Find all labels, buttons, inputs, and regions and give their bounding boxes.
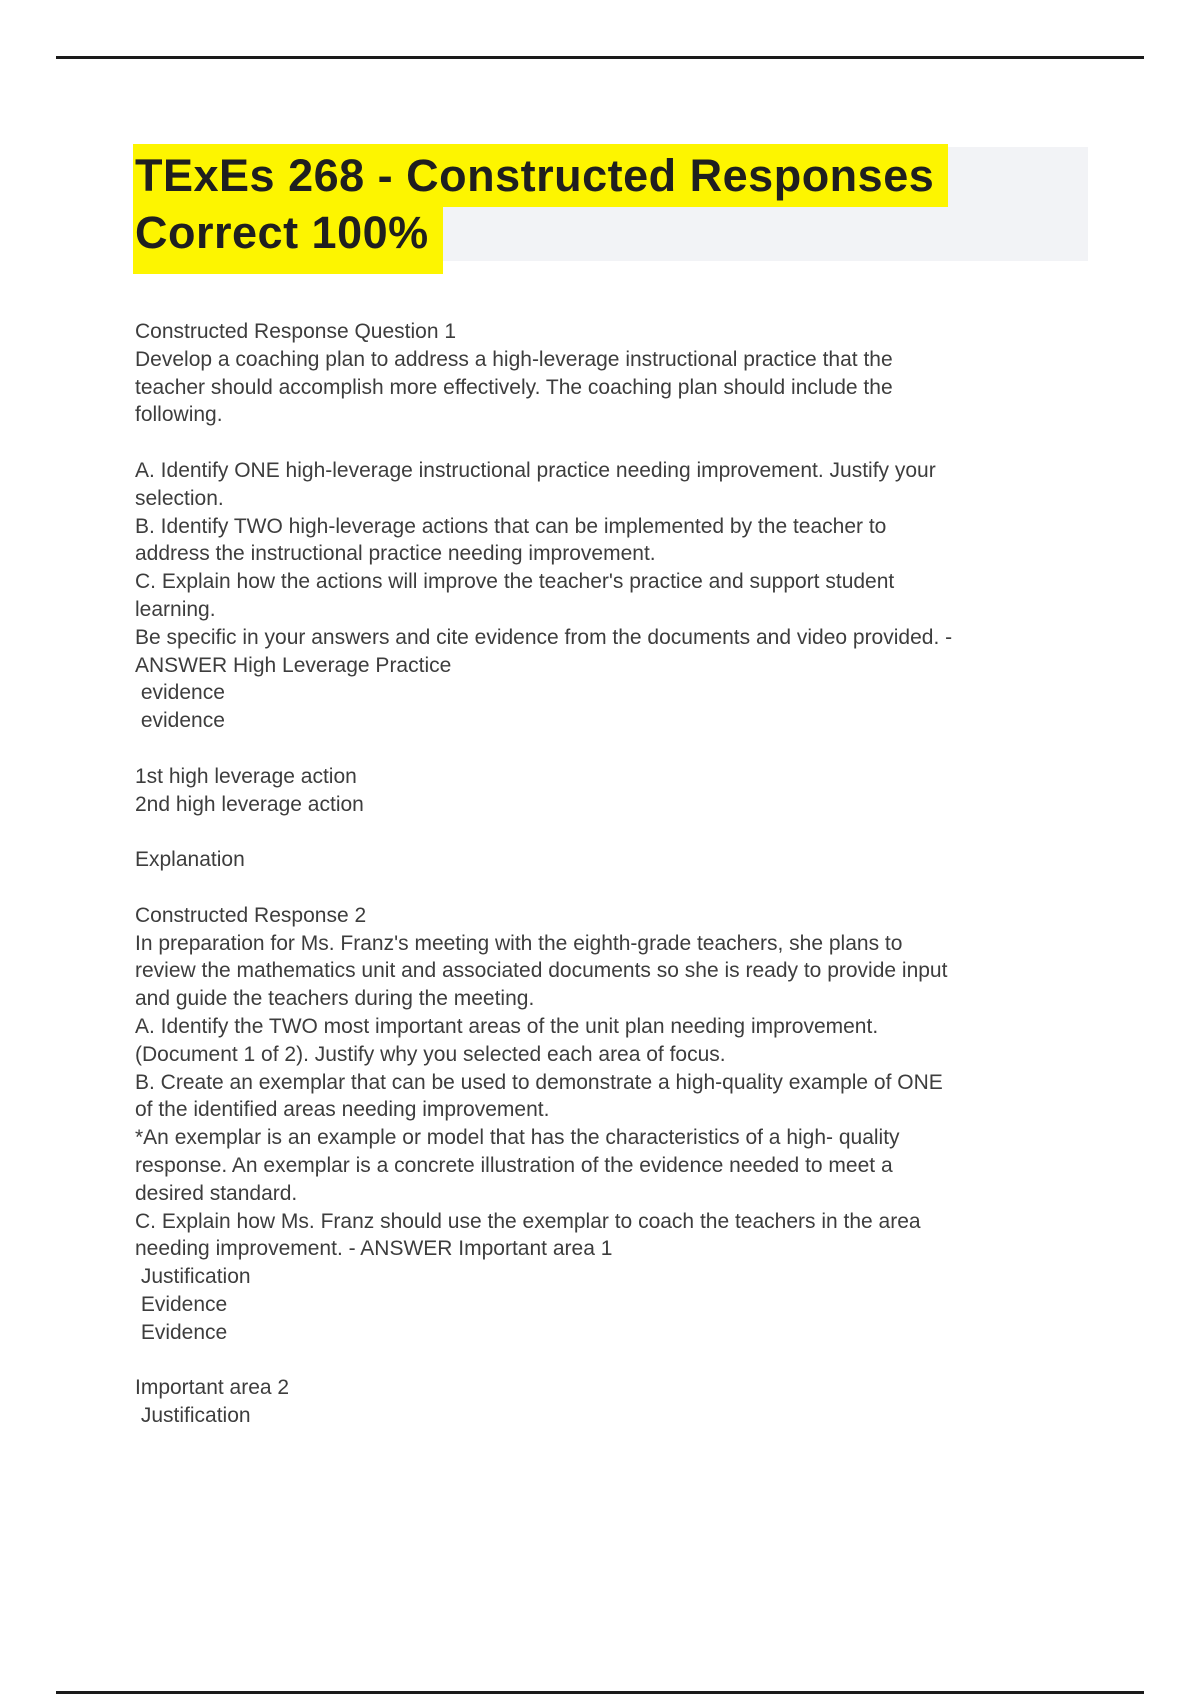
document-line: C. Explain how the actions will improve the teacher's practice and support student xyxy=(135,570,895,594)
document-line: *An exemplar is an example or model that has the characteristics of a high- quality xyxy=(135,1126,900,1150)
document-line xyxy=(135,818,1095,846)
document-line: desired standard. xyxy=(135,1181,298,1205)
document-line: A. Identify the TWO most important areas of the unit plan needing improvement. xyxy=(135,1014,879,1038)
document-line: Develop a coaching plan to address a high-leverage instructional practice that the xyxy=(135,347,893,371)
document-line xyxy=(135,429,1095,457)
document-line: needing improvement. - ANSWER Important area 1 xyxy=(135,1237,613,1261)
document-line: (Document 1 of 2). Justify why you selected each area of focus. xyxy=(135,1042,726,1066)
document-line: A. Identify ONE high-leverage instructional practice needing improvement. Justify your xyxy=(135,458,936,482)
document-line: Be specific in your answers and cite evidence from the documents and video provided. - xyxy=(135,625,953,649)
document-line: of the identified areas needing improvement. xyxy=(135,1098,550,1122)
bottom-rule xyxy=(56,1691,1144,1694)
document-line: response. An exemplar is a concrete illustration of the evidence needed to meet a xyxy=(135,1153,893,1177)
document-line: following. xyxy=(135,403,223,427)
document-line: Evidence xyxy=(135,1320,228,1344)
document-line xyxy=(135,1346,1095,1374)
document-line xyxy=(135,874,1095,902)
document-body xyxy=(135,318,1095,1430)
document-line: Constructed Response 2 xyxy=(135,903,367,927)
document-line: evidence xyxy=(135,681,225,705)
document-line xyxy=(135,735,1095,763)
document-line: ANSWER High Leverage Practice xyxy=(135,653,452,677)
title-highlight-block xyxy=(135,147,1088,261)
document-line: 2nd high leverage action xyxy=(135,792,364,816)
document-line: 1st high leverage action xyxy=(135,764,357,788)
document-line: Constructed Response Question 1 xyxy=(135,320,457,343)
top-rule xyxy=(56,56,1144,59)
document-line: Evidence xyxy=(135,1292,228,1316)
document-line: Important area 2 xyxy=(135,1376,290,1400)
document-line: and guide the teachers during the meeting. xyxy=(135,987,535,1011)
document-line: B. Create an exemplar that can be used to demonstrate a high-quality example of ONE xyxy=(135,1070,943,1094)
document-line: Explanation xyxy=(135,848,245,872)
document-line: teacher should accomplish more effectively. The coaching plan should include the xyxy=(135,375,893,399)
page-title-line-2: Correct 100% xyxy=(133,201,443,274)
document-line: C. Explain how Ms. Franz should use the exemplar to coach the teachers in the area xyxy=(135,1209,921,1233)
document-line: learning. xyxy=(135,597,216,621)
document-line: Justification xyxy=(135,1265,251,1289)
document-line: Justification xyxy=(135,1404,251,1428)
document-line: review the mathematics unit and associated documents so she is ready to provide input xyxy=(135,959,948,983)
document-line: evidence xyxy=(135,709,225,733)
page-title-line-1: TExEs 268 - Constructed Responses xyxy=(133,144,948,207)
document-line: B. Identify TWO high-leverage actions that can be implemented by the teacher to xyxy=(135,514,887,538)
page-title xyxy=(135,147,1088,261)
document-line: address the instructional practice needing improvement. xyxy=(135,542,656,566)
document-line: selection. xyxy=(135,486,224,510)
document-line: In preparation for Ms. Franz's meeting with the eighth-grade teachers, she plans to xyxy=(135,931,903,955)
